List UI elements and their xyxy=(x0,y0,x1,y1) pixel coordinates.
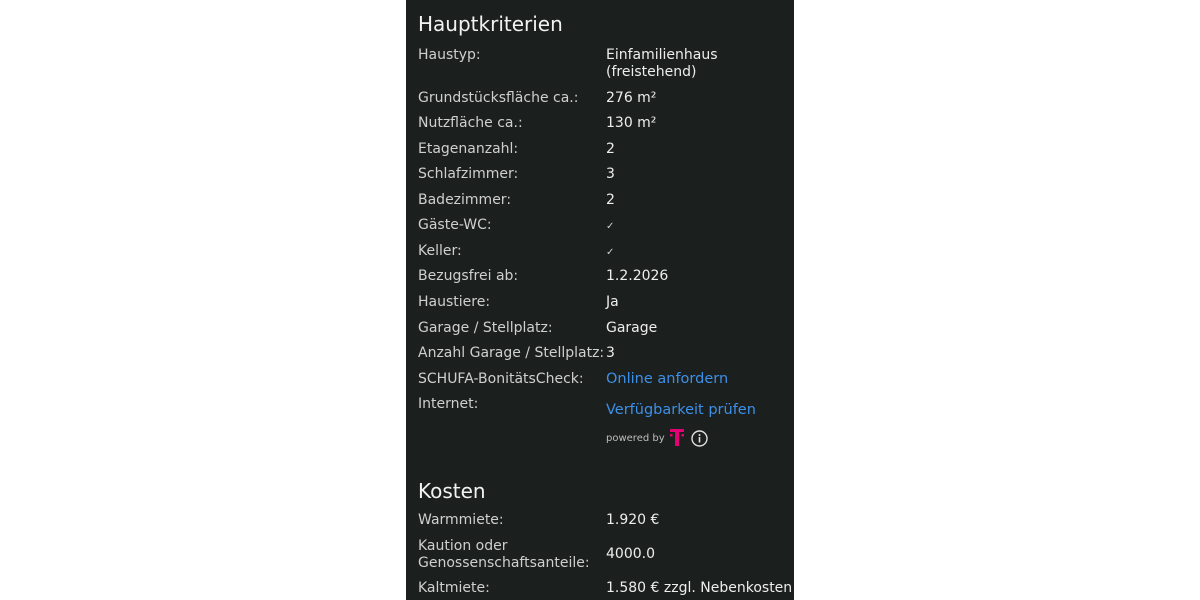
info-circle-icon[interactable] xyxy=(691,430,708,447)
label-warmmiete: Warmmiete: xyxy=(418,512,504,528)
label-gaeste-wc: Gäste-WC: xyxy=(418,217,492,233)
label-schufa: SCHUFA-BonitätsCheck: xyxy=(418,371,584,387)
telekom-t-icon xyxy=(669,428,685,448)
powered-by-text: powered by xyxy=(606,432,665,444)
label-garage-stellplatz: Garage / Stellplatz: xyxy=(418,320,553,336)
value-garage-stellplatz: Garage xyxy=(606,320,658,336)
internet-verfuegbarkeit-link[interactable]: Verfügbarkeit prüfen xyxy=(606,402,756,418)
label-internet: Internet: xyxy=(418,396,479,412)
listing-details-panel xyxy=(406,0,794,600)
value-kaution: 4000.0 xyxy=(606,546,655,562)
value-kaltmiete: 1.580 € zzgl. Nebenkosten xyxy=(606,580,793,596)
check-icon: ✓ xyxy=(606,247,615,258)
label-etagenanzahl: Etagenanzahl: xyxy=(418,141,519,157)
section-title-costs: Kosten xyxy=(418,479,486,503)
label-grundstuecksflaeche: Grundstücksfläche ca.: xyxy=(418,90,579,106)
schufa-online-anfordern-link[interactable]: Online anfordern xyxy=(606,371,729,387)
value-anzahl-garage: 3 xyxy=(606,345,615,361)
value-badezimmer: 2 xyxy=(606,192,615,208)
value-nutzflaeche: 130 m² xyxy=(606,115,657,131)
value-schlafzimmer: 3 xyxy=(606,166,615,182)
label-kaltmiete: Kaltmiete: xyxy=(418,580,490,596)
value-haustyp: Einfamilienhaus (freistehend) xyxy=(606,47,718,80)
value-warmmiete: 1.920 € xyxy=(606,512,660,528)
label-anzahl-garage: Anzahl Garage / Stellplatz: xyxy=(418,345,605,361)
value-haustiere: Ja xyxy=(606,294,619,310)
label-kaution: Kaution oder Genossenschaftsanteile: xyxy=(418,538,590,571)
value-grundstuecksflaeche: 276 m² xyxy=(606,90,657,106)
label-badezimmer: Badezimmer: xyxy=(418,192,512,208)
label-haustyp: Haustyp: xyxy=(418,47,481,63)
label-bezugsfrei-ab: Bezugsfrei ab: xyxy=(418,268,519,284)
value-etagenanzahl: 2 xyxy=(606,141,615,157)
label-nutzflaeche: Nutzfläche ca.: xyxy=(418,115,523,131)
label-keller: Keller: xyxy=(418,243,462,259)
powered-by-telekom xyxy=(606,428,708,448)
check-icon: ✓ xyxy=(606,221,615,232)
section-title-main-criteria: Hauptkriterien xyxy=(418,12,563,36)
label-haustiere: Haustiere: xyxy=(418,294,491,310)
label-schlafzimmer: Schlafzimmer: xyxy=(418,166,519,182)
value-bezugsfrei-ab: 1.2.2026 xyxy=(606,268,669,284)
